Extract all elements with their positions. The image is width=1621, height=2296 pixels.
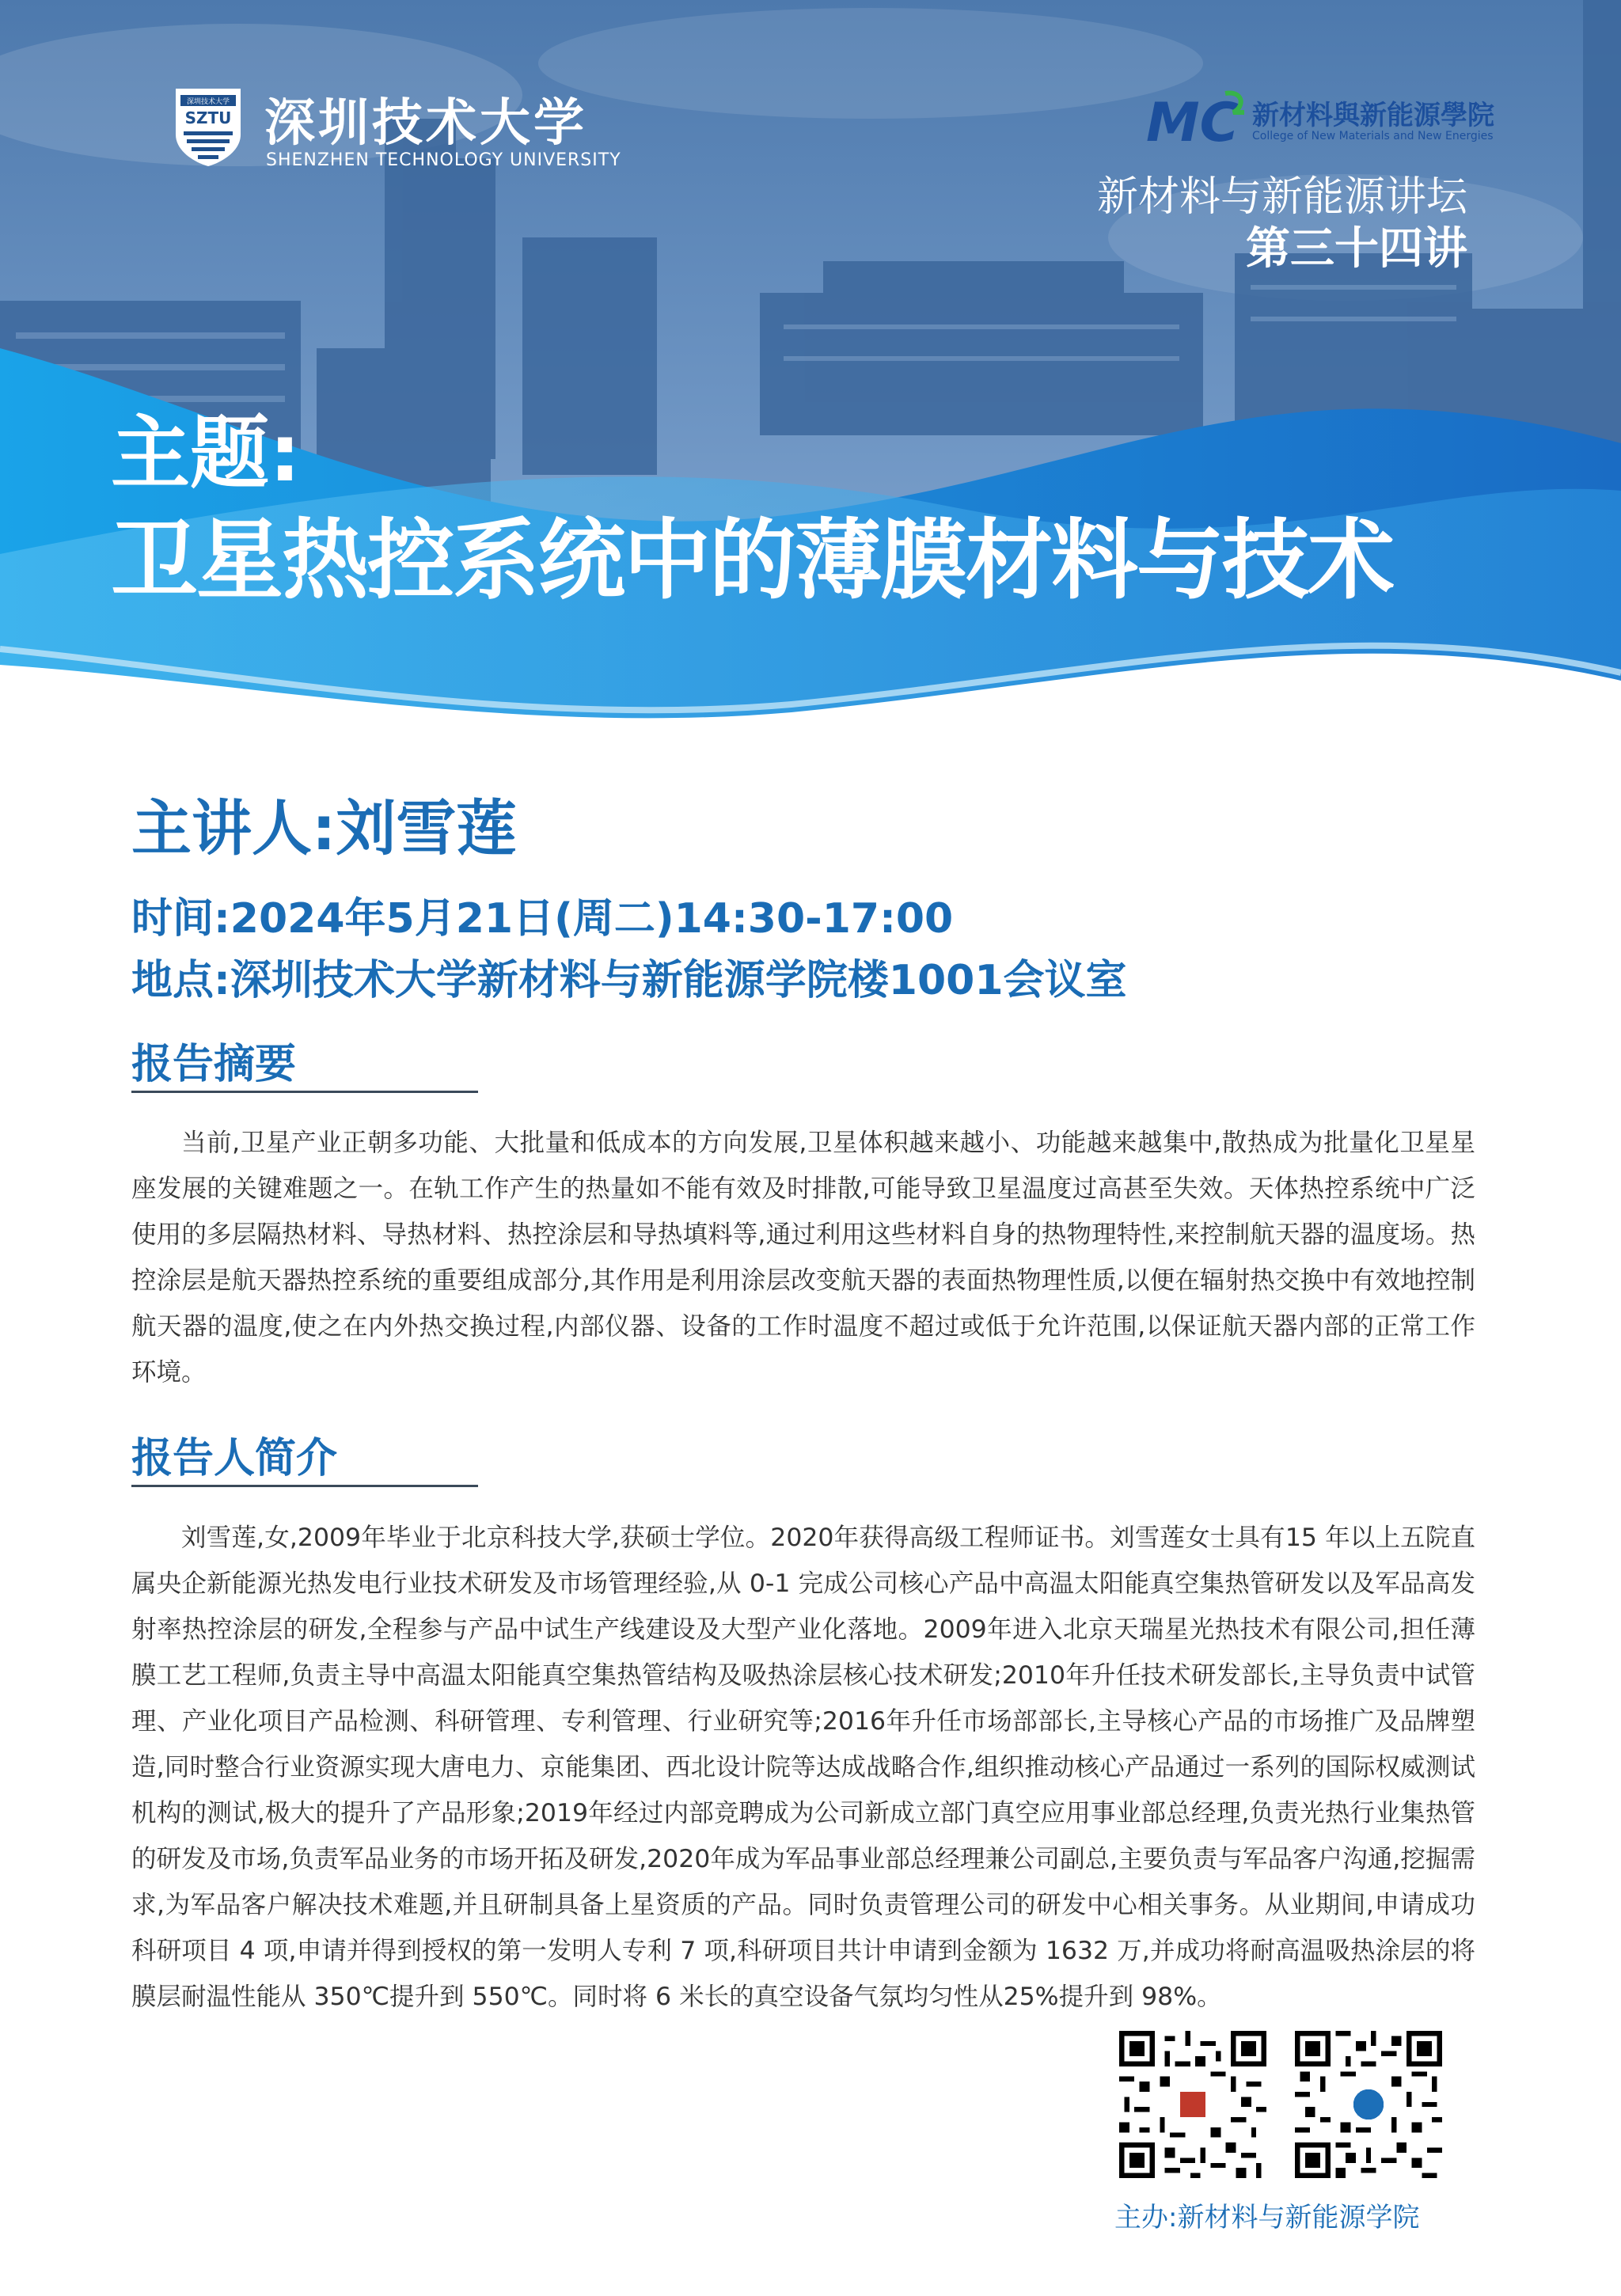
badge-text: SZTU [184,108,232,127]
abstract-text: 当前,卫星产业正朝多功能、大批量和低成本的方向发展,卫星体积越来越小、功能越来越集中,散热成为批量化卫星星座发展的关键难题之一。在轨工作产生的热量如不能有效及时排散,可能导致卫星温度过高甚至失效。天体热控系统中广泛使用的多层隔热材料、导热材料、热控涂层和导热填料等,通过利用这些材料自身的热物理特性,来控制航天器的温度场。热控涂层是航天器热控系统的重要组成部分,其作用是利用涂层改变航天器的表面热物理性质,以便在辐射热交换中有效地控制航天器的温度,使之在内外热交换过程,内部仪器、设备的工作时温度不超过或低于允许范围,以保证航天器内部的正常工作环境。 [131,1129,1475,1387]
abstract-divider [131,1091,478,1093]
bio-divider [131,1485,478,1487]
topic-title: 卫星热控系统中的薄膜材料与技术 [111,510,1393,611]
lecture-number: 第三十四讲 [1246,223,1467,275]
abstract-heading: 报告摘要 [131,1041,297,1088]
organizer-credit: 主办:新材料与新能源学院 [1114,2202,1420,2233]
college-logo-text: MC [1146,92,1239,150]
bio-heading: 报告人简介 [131,1435,338,1482]
forum-name: 新材料与新能源讲坛 [1096,173,1467,221]
university-shield-logo [173,85,244,168]
university-name-cn: 深圳技术大学 [264,94,587,153]
badge-top-text: 深圳技术大学 [186,98,230,106]
qr-code-right[interactable] [1295,2031,1442,2178]
qr-code-left[interactable] [1119,2031,1266,2178]
event-location: 地点:深圳技术大学新材料与新能源学院楼1001会议室 [131,957,1127,1004]
college-name-en: College of New Materials and New Energies [1252,130,1494,142]
event-time: 时间:2024年5月21日(周二)14:30-17:00 [131,895,954,943]
topic-label: 主题: [111,407,301,499]
college-logo-mark [1146,89,1247,150]
bio-text: 刘雪莲,女,2009年毕业于北京科技大学,获硕士学位。2020年获得高级工程师证书。刘雪莲女士具有15 年以上五院直属央企新能源光热发电行业技术研发及市场管理经验,从 0-1 完成公司核心产品中高温太阳能真空集热管研发以及军品高发射率热控涂层的研发,全程参与产品中试生产线建设及大型产业化落地。2009年进入北京天瑞星光热技术有限公司,担任薄膜工艺工程师,负责主导中高温太阳能真空集热管结构及吸热涂层核心技术研发;2010年升任技术研发部长,主导负责中试管理、产业化项目产品检测、科研管理、专利管理、行业研究等;2016年升任市场部部长,主导核心产品的市场推广及品牌塑造,同时整合行业资源实现大唐电力、京能集团、西北设计院等达成战略合作,组织推动核心产品通过一系列的国际权威测试机构的测试,极大的提升了产品形象;2019年经过内部竞聘成为公司新成立部门真空应用事业部总经理,负责光热行业集热管的研发及市场,负责军品业务的市场开拓及研发,2020年成为军品事业部总经理兼公司副总,主要负责与军品客户沟通,挖掘需求,为军品客户解决技术难题,并且研制具备上星资质的产品。同时负责管理公司的研发中心相关事务。从业期间,申请成功科研项目 4 项,申请并得到授权的第一发明人专利 7 项,科研项目共计申请到金额为 1632 万,并成功将耐高温吸热涂层的将膜层耐温性能从 350℃提升到 550℃。同时将 6 米长的真空设备气氛均匀性从25%提升到 98%。 [131,1524,1475,2011]
college-name-cn: 新材料與新能源學院 [1252,100,1494,131]
speaker-name: 主讲人:刘雪莲 [131,793,517,863]
university-name-en: SHENZHEN TECHNOLOGY UNIVERSITY [266,150,621,170]
